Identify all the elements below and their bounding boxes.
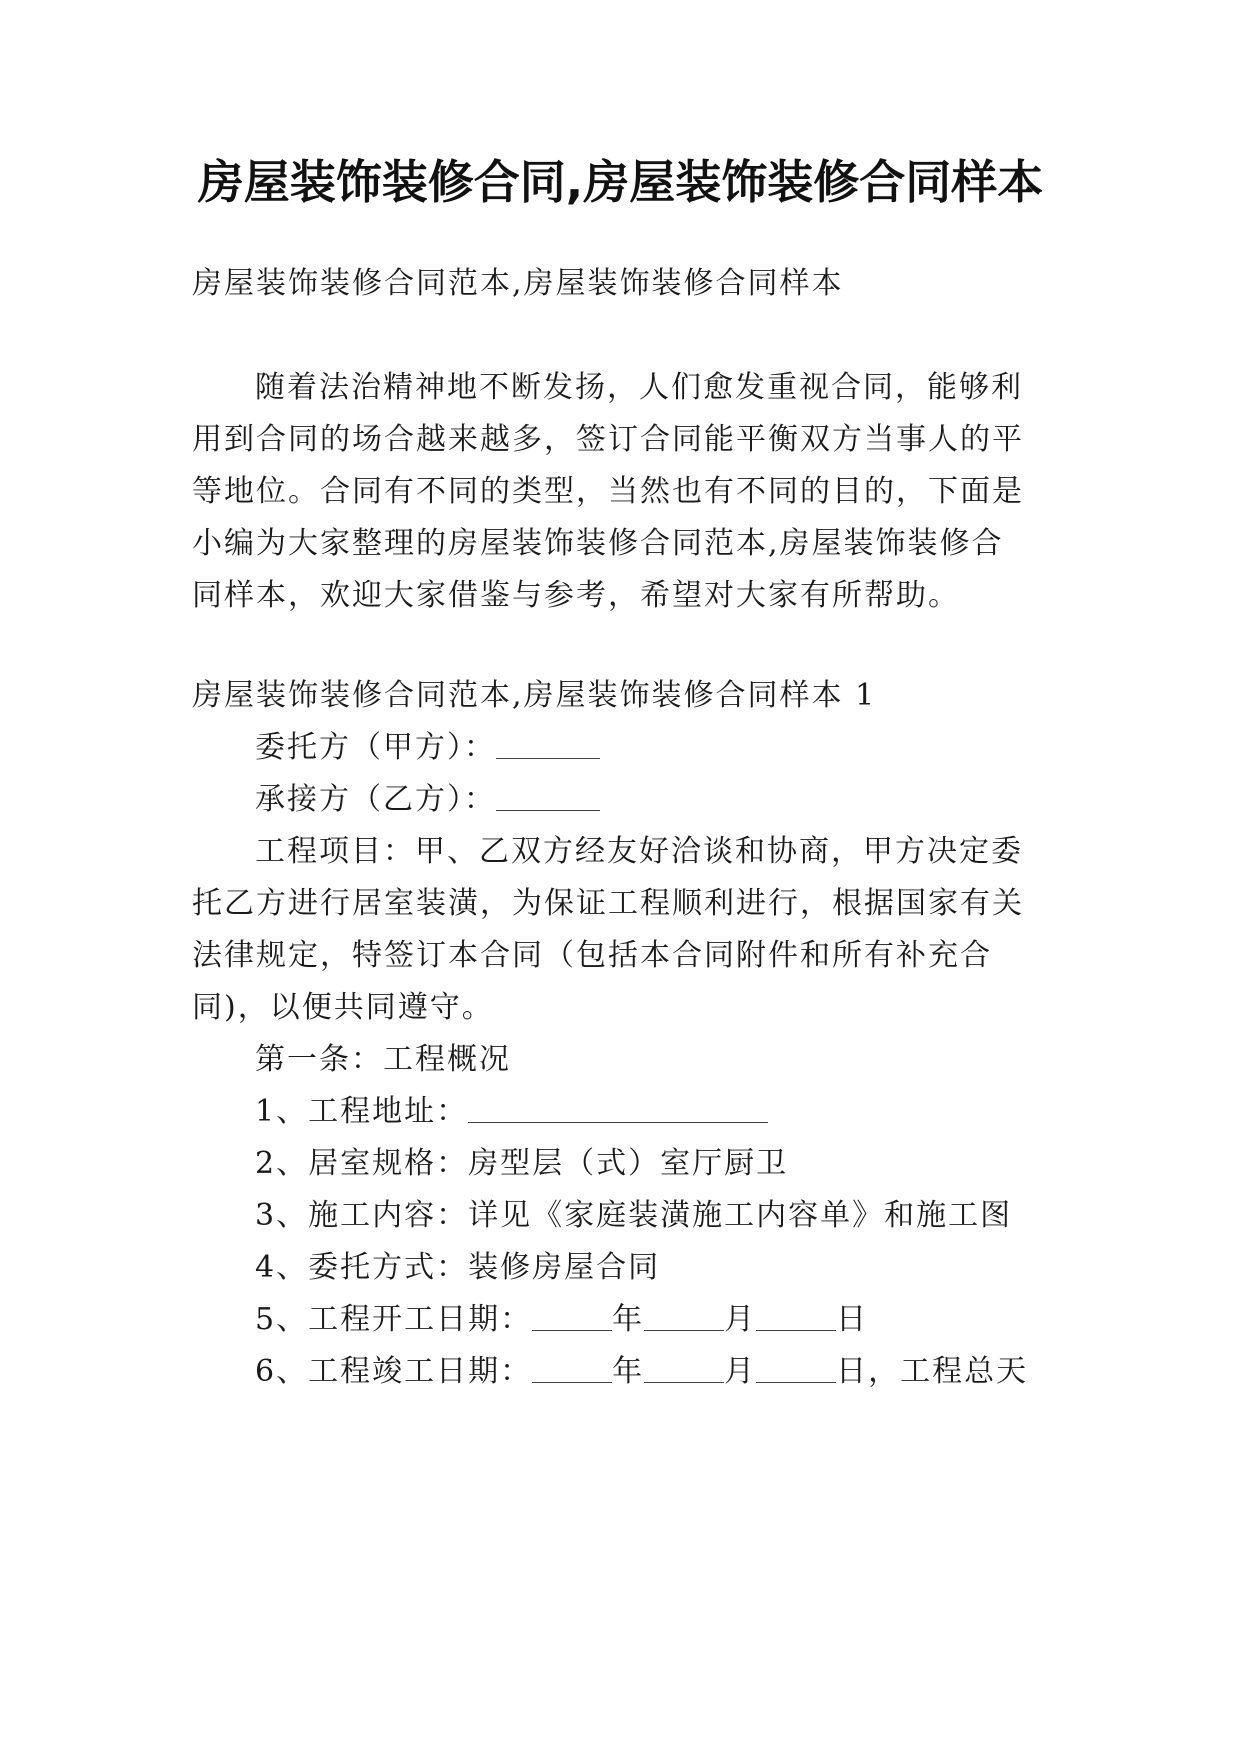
start-month-blank[interactable]: [644, 1302, 724, 1331]
intro-line-1: 随着法治精神地不断发扬，人们愈发重视合同，能够利: [255, 370, 1023, 405]
item-5-label: 5、工程开工日期：: [255, 1302, 533, 1337]
end-year-blank[interactable]: [532, 1354, 612, 1383]
project-line-3: 法律规定，特签订本合同（包括本合同附件和所有补充合: [192, 938, 992, 973]
end-day-blank[interactable]: [756, 1354, 836, 1383]
item-3-line: 3、施工内容：详见《家庭装潢施工内容单》和施工图: [255, 1198, 1013, 1233]
item-6-line: [255, 1352, 1135, 1392]
party-b-line: [255, 780, 1135, 820]
item-1-line: [255, 1092, 1135, 1132]
item-6-label: 6、工程竣工日期：: [255, 1354, 533, 1389]
end-year-unit: 年: [612, 1354, 645, 1389]
project-line-4: 同)，以便共同遵守。: [192, 990, 494, 1025]
start-day-blank[interactable]: [756, 1302, 836, 1331]
end-month-blank[interactable]: [644, 1354, 724, 1383]
item-2-line: 2、居室规格：房型层（式）室厅厨卫: [255, 1146, 789, 1181]
start-year-unit: 年: [612, 1302, 645, 1337]
item-6-tail: ，工程总天: [868, 1354, 1029, 1389]
party-b-label: 承接方（乙方）：: [255, 782, 496, 817]
party-b-blank[interactable]: [496, 782, 600, 811]
start-day-unit: 日: [836, 1302, 869, 1337]
item-5-line: [255, 1300, 1135, 1340]
document-subtitle: 房屋装饰装修合同范本,房屋装饰装修合同样本: [192, 266, 844, 301]
party-a-label: 委托方（甲方）：: [255, 730, 496, 765]
address-blank[interactable]: [468, 1094, 768, 1123]
end-month-unit: 月: [724, 1354, 757, 1389]
party-a-blank[interactable]: [496, 730, 600, 759]
intro-line-4: 小编为大家整理的房屋装饰装修合同范本,房屋装饰装修合: [192, 526, 1004, 561]
item-1-label: 1、工程地址：: [255, 1094, 469, 1129]
item-4-line: 4、委托方式：装修房屋合同: [255, 1250, 661, 1285]
project-line-2: 托乙方进行居室装潢，为保证工程顺利进行，根据国家有关: [192, 886, 1024, 921]
intro-line-3: 等地位。合同有不同的类型，当然也有不同的目的，下面是: [192, 474, 1024, 509]
start-month-unit: 月: [724, 1302, 757, 1337]
intro-line-5: 同样本，欢迎大家借鉴与参考，希望对大家有所帮助。: [192, 578, 960, 613]
section-heading: 房屋装饰装修合同范本,房屋装饰装修合同样本 1: [192, 678, 877, 713]
start-year-blank[interactable]: [532, 1302, 612, 1331]
party-a-line: [255, 728, 1135, 768]
article-one-heading: 第一条：工程概况: [255, 1042, 511, 1077]
end-day-unit: 日: [836, 1354, 869, 1389]
document-title: 房屋装饰装修合同,房屋装饰装修合同样本: [197, 155, 1044, 209]
project-line-1: 工程项目：甲、乙双方经友好洽谈和协商，甲方决定委: [255, 834, 1023, 869]
intro-line-2: 用到合同的场合越来越多，签订合同能平衡双方当事人的平: [192, 422, 1024, 457]
